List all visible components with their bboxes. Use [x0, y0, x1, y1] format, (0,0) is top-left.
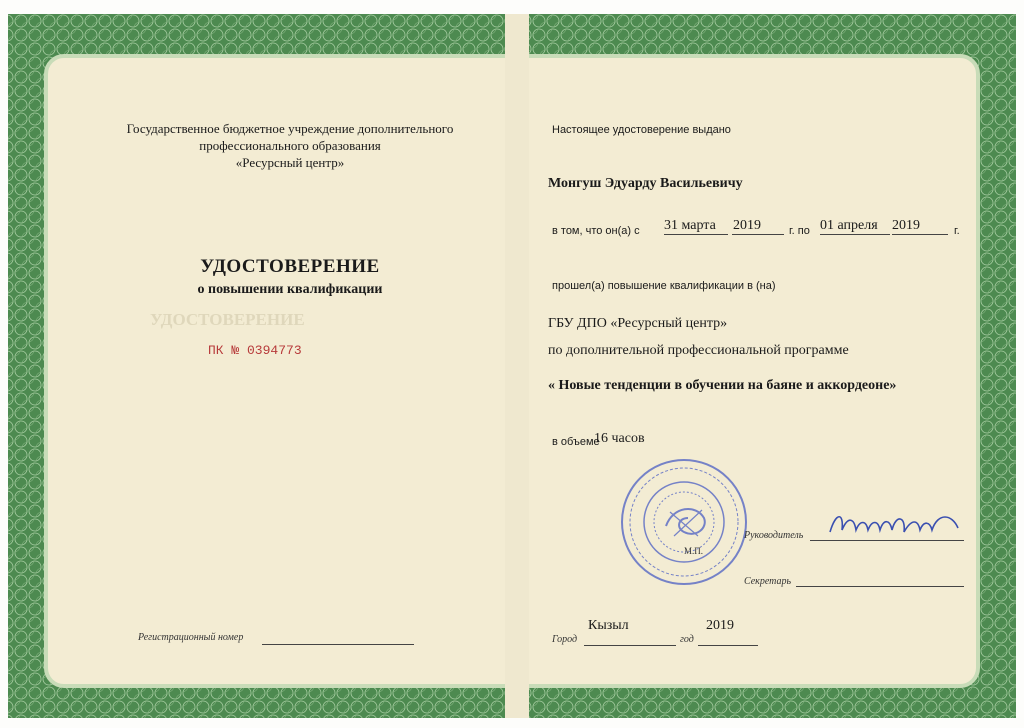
- institution-line-1: Государственное бюджетное учреждение дополнительного: [126, 121, 454, 136]
- institution-line-3: «Ресурсный центр»: [235, 155, 345, 170]
- registration-number-line: [262, 644, 414, 645]
- registration-number-label: Регистрационный номер: [138, 632, 244, 643]
- period-from-year-line: [732, 234, 784, 235]
- period-to-year: 2019: [892, 218, 920, 233]
- secretary-signature-line: [796, 586, 964, 587]
- round-seal-stamp: [618, 456, 750, 588]
- period-prefix: в том, что он(а) с: [552, 225, 640, 237]
- organization-name: ГБУ ДПО «Ресурсный центр»: [548, 316, 728, 331]
- program-name: « Новые тенденции в обучении на баяне и аккордеоне»: [548, 378, 897, 393]
- period-end-suffix: г.: [954, 225, 960, 237]
- program-label: по дополнительной профессиональной программе: [548, 343, 849, 358]
- period-from-line: [664, 234, 728, 235]
- city-line: [584, 645, 676, 646]
- period-to-date: 01 апреля: [820, 218, 878, 233]
- director-signature: [826, 506, 966, 546]
- ghost-title-watermark: УДОСТОВЕРЕНИЕ: [150, 310, 305, 329]
- recipient-name: Монгуш Эдуарду Васильевичу: [548, 176, 743, 191]
- director-label: Руководитель: [744, 530, 804, 541]
- period-to-line: [820, 234, 890, 235]
- institution-block: [90, 120, 490, 171]
- city-value: Кызыл: [588, 618, 629, 633]
- institution-line-2: профессионального образования: [199, 138, 381, 153]
- city-label: Город: [552, 634, 578, 645]
- certificate-subtitle: о повышении квалификации: [197, 282, 383, 297]
- certificate-title: УДОСТОВЕРЕНИЕ: [200, 256, 380, 277]
- stamp-place-label: М.П.: [684, 546, 704, 556]
- volume-value: 16 часов: [594, 431, 645, 446]
- period-from-year: 2019: [733, 218, 761, 233]
- year-line: [698, 645, 758, 646]
- period-to-year-line: [892, 234, 948, 235]
- volume-label: в объеме: [552, 436, 600, 448]
- issued-to-label: Настоящее удостоверение выдано: [552, 124, 731, 136]
- certificate-number: ПК № 0394773: [208, 343, 302, 358]
- secretary-label: Секретарь: [744, 576, 792, 587]
- period-separator: г. по: [789, 225, 810, 237]
- year-label: год: [680, 634, 694, 645]
- year-value: 2019: [706, 618, 734, 633]
- qualification-label: прошел(а) повышение квалификации в (на): [552, 280, 776, 292]
- period-from-date: 31 марта: [664, 218, 716, 233]
